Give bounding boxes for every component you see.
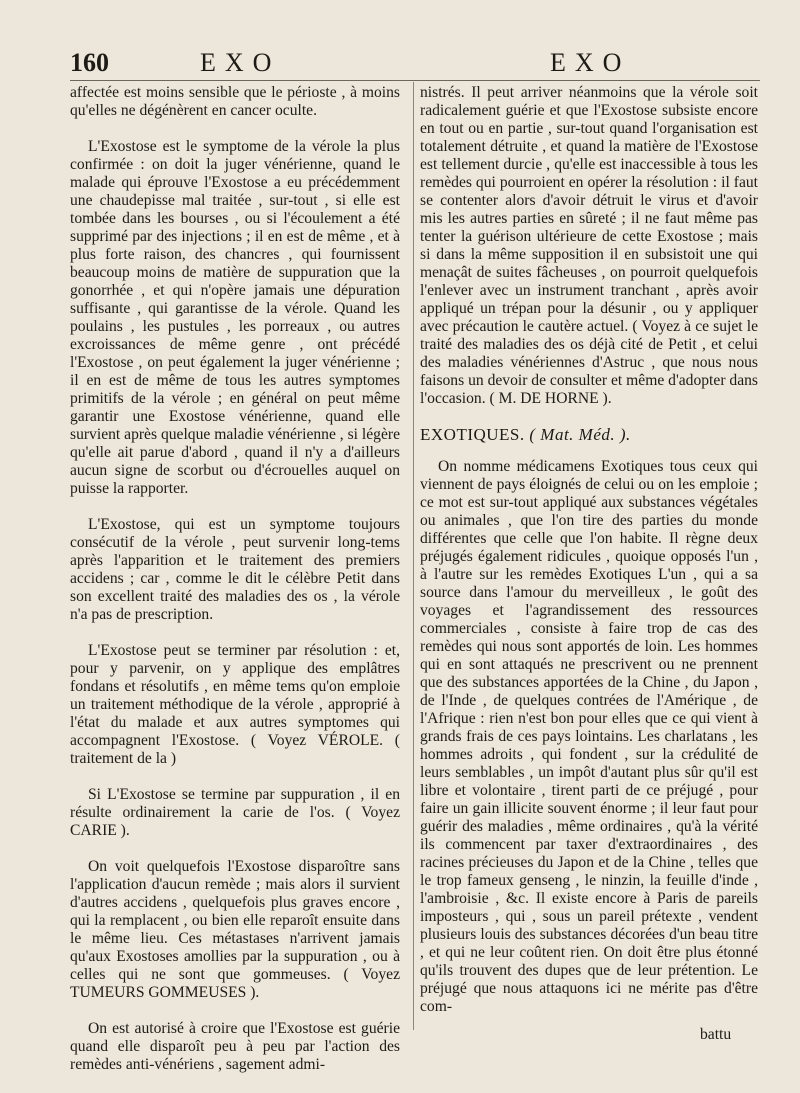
section-heading	[420, 426, 758, 444]
page-number: 160	[70, 48, 109, 77]
page-header	[70, 44, 760, 84]
running-head-right: EXO	[550, 48, 631, 77]
paragraph: On nomme médicamens Exotiques tous ceux qui viennent de pays éloignés de celui ou on les emploie ; ce mot est sur-tout appliqué aux substances végétales ou animales , que l'on tire des parties du monde différentes que celle que l'on habite. Il règne deux préjugés également ridicules , quoique opposés l'un , à l'autre sur les remèdes Exotiques L'un , qui a sa source dans l'amour du merveilleux , le goût des voyages et l'agrandissement des ressources commerciales , consiste à faire trop de cas des remèdes qui nous sont apportés de loin. Les hommes qui en sont attaqués ne prescrivent ou ne prennent que des substances apportées de la Chine , du Japon , de l'Inde , de quelques contrées de l'Amérique , de l'Afrique : rien n'est bon pour elles que ce qui vient à grands frais de ces pays lointains. Les charlatans , les hommes adroits , qui fondent , sur la crédulité de leurs semblables , un impôt d'autant plus sûr qu'il est libre et volontaire , tirent parti de ce préjugé , pour faire un gain illicite souvent énorme ; il leur faut pour guérir des maladies , même ordinaires , qu'à la vérité ils commencent par taxer d'extraordinaires , des racines précieuses du Japon et de la Chine , telles que le trop fameux genseng , le ninzin, la feuille d'inde , l'ambroisie , &c. Il existe encore à Paris de pareils imposteurs , qui , sous un pareil prétexte , vendent plusieurs louis des substances décorées d'un beau titre , et qui ne leur coûtent rien. On doit être plus étonné qu'ils trouvent des dupes que de leur prétention. Le préjugé que nous attaquons ici ne mérite pas d'être com-	[420, 458, 758, 1015]
right-column	[420, 84, 758, 1034]
paragraph: L'Exostose, qui est un symptome toujours consécutif de la vérole , peut survenir long-tems après l'apparition et le traitement des premiers accidens ; car , comme le dit le célèbre Petit dans son excellent traité des maladies des os , la vérole n'a pas de prescription.	[70, 516, 400, 623]
paragraph: L'Exostose est le symptome de la vérole la plus confirmée : on doit la juger vénérienne, quand le malade qui éprouve l'Exostose a eu précédemment une chaudepisse mal traitée , sur-tout , si elle est tombée dans les bourses , ou si l'écoulement a été supprimé par des injections ; il en est de même , et à plus forte raison, des chancres , qui fournissent beaucoup moins de matière de suppuration que la gonorrhée , et qui n'opère jamais une dépuration suffisante , qui garantisse de la vérole. Quand les poulains , les pustules , les porreaux , ou autres excroissances de même genre , ont précédé l'Exostose , on peut également la juger vénérienne ; il en est de même de tous les autres symptomes primitifs de la vérole ; en général on peut même garantir une Exostose vénérienne, quand elle survient après quelque maladie vénérienne , si légère qu'elle ait parue d'abord , quand il n'y a d'ailleurs aucun signe de scorbut ou d'écrouelles auquel on puisse la rapporter.	[70, 138, 400, 497]
catchword: battu	[700, 1026, 732, 1043]
header-rule	[70, 80, 760, 81]
paragraph: On voit quelquefois l'Exostose disparoître sans l'application d'aucun remède ; mais alors il survient d'autres accidens , quelquefois plus graves encore , qui la remplacent , ou bien elle reparoît ensuite dans le même lieu. Ces métastases n'arrivent jamais qu'aux Exostoses amollies par la suppuration , ou à celles qui ne sont que gommeuses. ( Voyez TUMEURS GOMMEUSES ).	[70, 858, 400, 1001]
paragraph: L'Exostose peut se terminer par résolution : et, pour y parvenir, on y applique des emplâtres fondans et résolutifs , en même tems qu'on emploie un traitement méthodique de la vérole , approprié à l'état du malade et aux autres symptomes qui accompagnent l'Exostose. ( Voyez VÉROLE. ( traitement de la )	[70, 642, 400, 767]
section-title: EXOTIQUES.	[420, 425, 525, 444]
paragraph: Si L'Exostose se termine par suppuration , il en résulte ordinairement la carie de l'os. ( Voyez CARIE ).	[70, 786, 400, 839]
running-head-left: EXO	[200, 48, 281, 77]
section-subtitle: ( Mat. Méd. ).	[529, 425, 631, 444]
paragraph: affectée est moins sensible que le périoste , à moins qu'elles ne dégénèrent en cancer oculte.	[70, 84, 400, 119]
paragraph: On est autorisé à croire que l'Exostose est guérie quand elle disparoît peu à peu par l'action des remèdes anti-vénériens , sagement admi-	[70, 1020, 400, 1073]
column-divider	[413, 82, 414, 1030]
paragraph-continuation: nistrés. Il peut arriver néanmoins que la vérole soit radicalement guérie et que l'Exostose subsiste encore en tout ou en partie , sur-tout quand l'organisation est totalement détruite , et quand la matière de l'Exostose est tellement durcie , qu'elle est inaccessible à tous les remèdes qui pourroient en opérer la résolution : il faut se contenter alors d'avoir détruit le virus et d'avoir mis les autres parties en sûreté ; il ne faut même pas tenter la guérison ultérieure de cette Exostose ; mais si dans la même supposition il en subsistoit une qui menaçât de suites fâcheuses , on pourroit quelquefois l'enlever avec un instrument tranchant , après avoir appliqué un trépan pour la désunir , ou y appliquer avec précaution le cautère actuel. ( Voyez à ce sujet le traité des maladies des os déjà cité de Petit , et celui des maladies vénériennes d'Astruc , que nous nous faisons un devoir de consulter et même d'adopter dans l'occasion. ( M. DE HORNE ).	[420, 84, 758, 407]
left-column	[70, 84, 400, 1092]
